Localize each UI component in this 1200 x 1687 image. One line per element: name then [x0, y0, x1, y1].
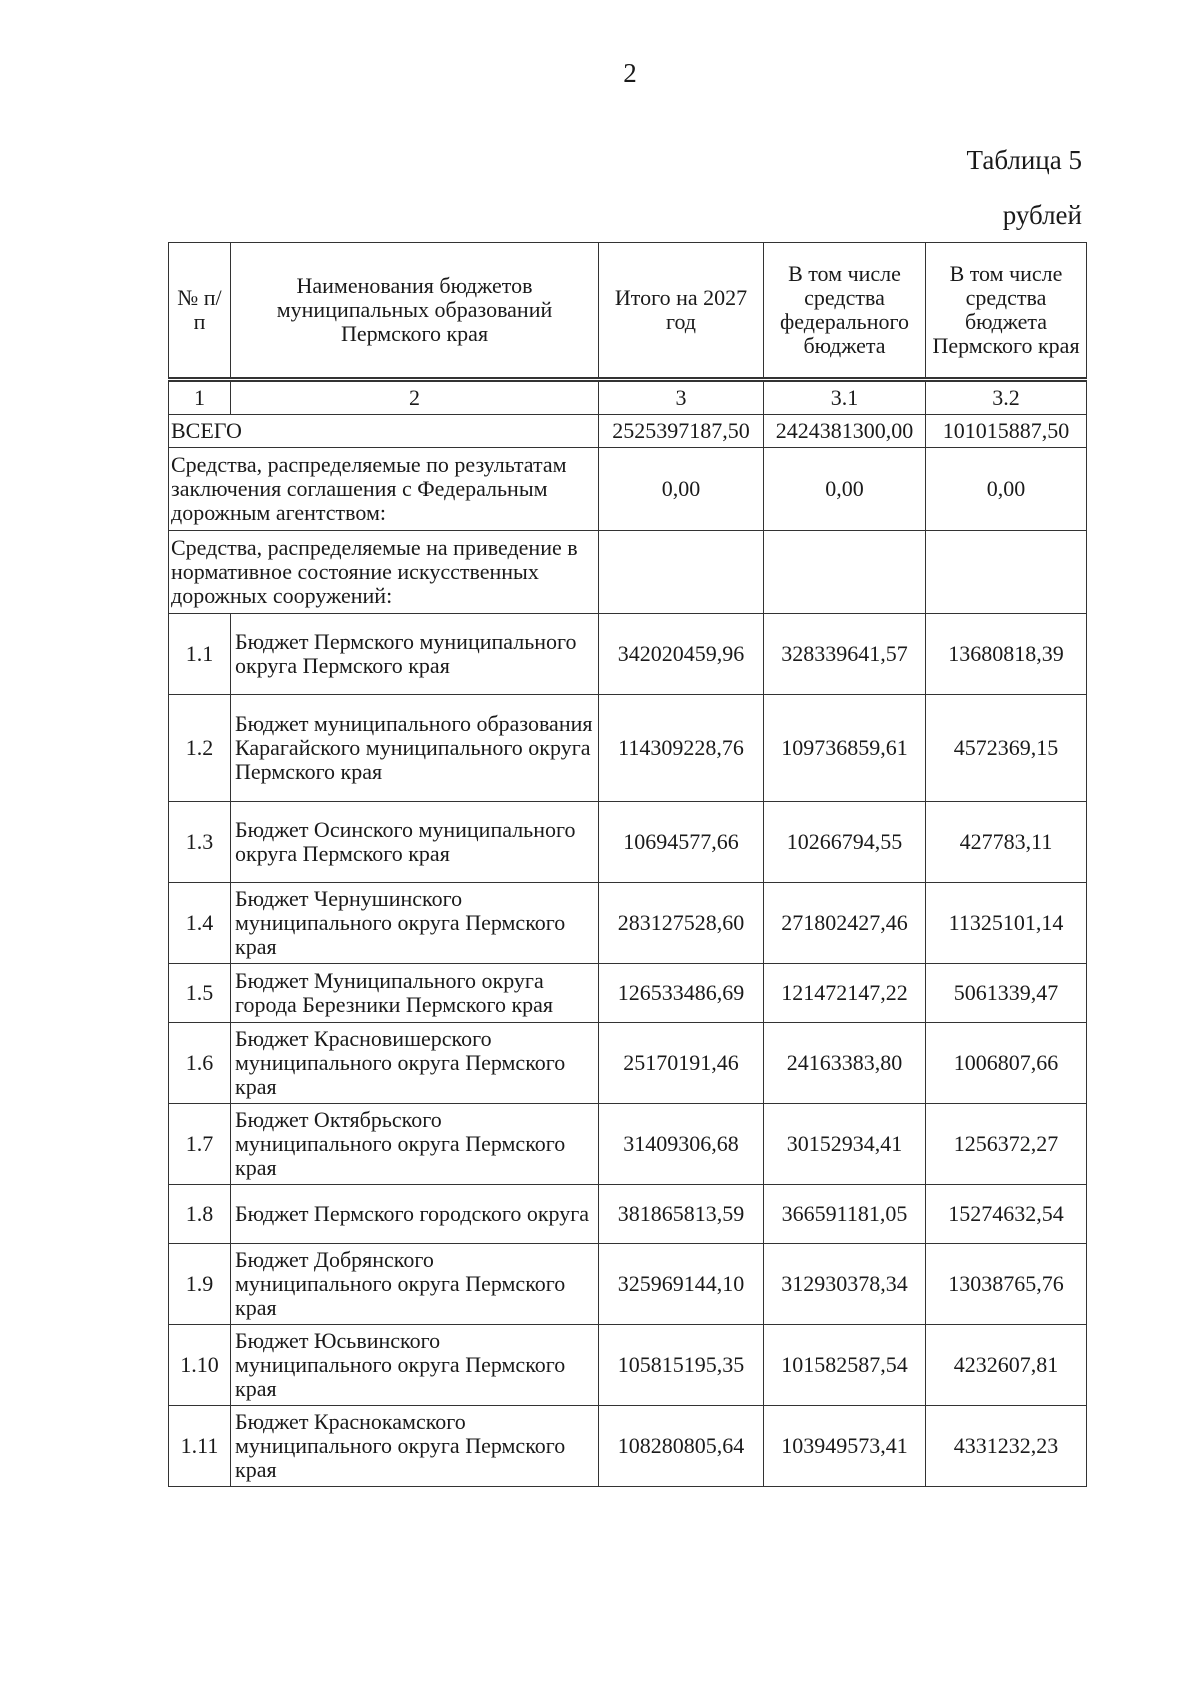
row-number: 1.2	[169, 695, 231, 802]
page-number: 2	[623, 58, 637, 88]
budget-name: Бюджет муниципального образования Карагайского муниципального округа Пермского края	[231, 695, 599, 802]
budget-name: Бюджет Пермского городского округа	[231, 1185, 599, 1244]
agency-label: Средства, распределяемые по результатам заключения соглашения с Федеральным дорожным агентством:	[169, 448, 599, 531]
structures-federal-empty	[764, 531, 926, 614]
structures-row	[169, 531, 1087, 614]
row-total: 10694577,66	[599, 802, 764, 883]
column-number-row	[169, 380, 1087, 415]
row-regional: 4572369,15	[926, 695, 1087, 802]
agency-regional: 0,00	[926, 448, 1087, 531]
row-regional: 13680818,39	[926, 614, 1087, 695]
row-federal: 366591181,05	[764, 1185, 926, 1244]
structures-label: Средства, распределяемые на приведение в нормативное состояние искусственных дорожных сооружений:	[169, 531, 599, 614]
table-row	[169, 1325, 1087, 1406]
column-number: 1	[169, 380, 231, 415]
row-regional: 1006807,66	[926, 1023, 1087, 1104]
row-federal: 271802427,46	[764, 883, 926, 964]
budget-name: Бюджет Пермского муниципального округа Пермского края	[231, 614, 599, 695]
row-regional: 1256372,27	[926, 1104, 1087, 1185]
agency-row	[169, 448, 1087, 531]
row-total: 381865813,59	[599, 1185, 764, 1244]
row-regional: 11325101,14	[926, 883, 1087, 964]
row-number: 1.7	[169, 1104, 231, 1185]
budget-name: Бюджет Осинского муниципального округа Пермского края	[231, 802, 599, 883]
table-row	[169, 883, 1087, 964]
row-number: 1.1	[169, 614, 231, 695]
agency-total: 0,00	[599, 448, 764, 531]
budget-name: Бюджет Чернушинского муниципального округа Пермского края	[231, 883, 599, 964]
table-row	[169, 802, 1087, 883]
row-regional: 4232607,81	[926, 1325, 1087, 1406]
units-label: рублей	[1002, 200, 1082, 230]
row-total: 342020459,96	[599, 614, 764, 695]
structures-total-empty	[599, 531, 764, 614]
row-federal: 121472147,22	[764, 964, 926, 1023]
column-number: 3.1	[764, 380, 926, 415]
row-number: 1.9	[169, 1244, 231, 1325]
budget-name: Бюджет Краснокамского муниципального округа Пермского края	[231, 1406, 599, 1487]
row-regional: 13038765,76	[926, 1244, 1087, 1325]
budget-name: Бюджет Муниципального округа города Березники Пермского края	[231, 964, 599, 1023]
row-number: 1.4	[169, 883, 231, 964]
column-number: 3.2	[926, 380, 1087, 415]
header-num: № п/п	[169, 243, 231, 380]
total-label: ВСЕГО	[169, 415, 599, 448]
budget-name: Бюджет Октябрьского муниципального округа Пермского края	[231, 1104, 599, 1185]
budget-table	[168, 242, 1087, 1487]
column-number: 3	[599, 380, 764, 415]
table-row	[169, 964, 1087, 1023]
table-row	[169, 695, 1087, 802]
row-federal: 103949573,41	[764, 1406, 926, 1487]
row-total: 31409306,68	[599, 1104, 764, 1185]
table-caption: Таблица 5	[966, 145, 1082, 175]
table-row	[169, 1104, 1087, 1185]
row-total: 283127528,60	[599, 883, 764, 964]
row-number: 1.11	[169, 1406, 231, 1487]
row-regional: 4331232,23	[926, 1406, 1087, 1487]
row-federal: 30152934,41	[764, 1104, 926, 1185]
row-federal: 328339641,57	[764, 614, 926, 695]
row-number: 1.3	[169, 802, 231, 883]
header-name: Наименования бюджетов муниципальных образований Пермского края	[231, 243, 599, 380]
table-row	[169, 1023, 1087, 1104]
header-regional: В том числе средства бюджета Пермского края	[926, 243, 1087, 380]
row-total: 114309228,76	[599, 695, 764, 802]
header-federal: В том числе средства федерального бюджета	[764, 243, 926, 380]
row-total: 325969144,10	[599, 1244, 764, 1325]
row-number: 1.8	[169, 1185, 231, 1244]
row-number: 1.6	[169, 1023, 231, 1104]
row-total: 25170191,46	[599, 1023, 764, 1104]
agency-federal: 0,00	[764, 448, 926, 531]
row-number: 1.10	[169, 1325, 231, 1406]
total-row	[169, 415, 1087, 448]
structures-regional-empty	[926, 531, 1087, 614]
row-federal: 101582587,54	[764, 1325, 926, 1406]
row-federal: 109736859,61	[764, 695, 926, 802]
row-regional: 5061339,47	[926, 964, 1087, 1023]
total-sum: 2525397187,50	[599, 415, 764, 448]
row-total: 108280805,64	[599, 1406, 764, 1487]
column-number: 2	[231, 380, 599, 415]
row-federal: 312930378,34	[764, 1244, 926, 1325]
row-total: 105815195,35	[599, 1325, 764, 1406]
table-row	[169, 1244, 1087, 1325]
total-federal: 2424381300,00	[764, 415, 926, 448]
total-regional: 101015887,50	[926, 415, 1087, 448]
table-row	[169, 1406, 1087, 1487]
table-header-row	[169, 243, 1087, 380]
row-regional: 15274632,54	[926, 1185, 1087, 1244]
row-total: 126533486,69	[599, 964, 764, 1023]
table-row	[169, 1185, 1087, 1244]
row-federal: 24163383,80	[764, 1023, 926, 1104]
budget-name: Бюджет Юсьвинского муниципального округа Пермского края	[231, 1325, 599, 1406]
row-number: 1.5	[169, 964, 231, 1023]
budget-name: Бюджет Добрянского муниципального округа Пермского края	[231, 1244, 599, 1325]
table-row	[169, 614, 1087, 695]
header-total: Итого на 2027 год	[599, 243, 764, 380]
budget-name: Бюджет Красновишерского муниципального округа Пермского края	[231, 1023, 599, 1104]
row-federal: 10266794,55	[764, 802, 926, 883]
row-regional: 427783,11	[926, 802, 1087, 883]
